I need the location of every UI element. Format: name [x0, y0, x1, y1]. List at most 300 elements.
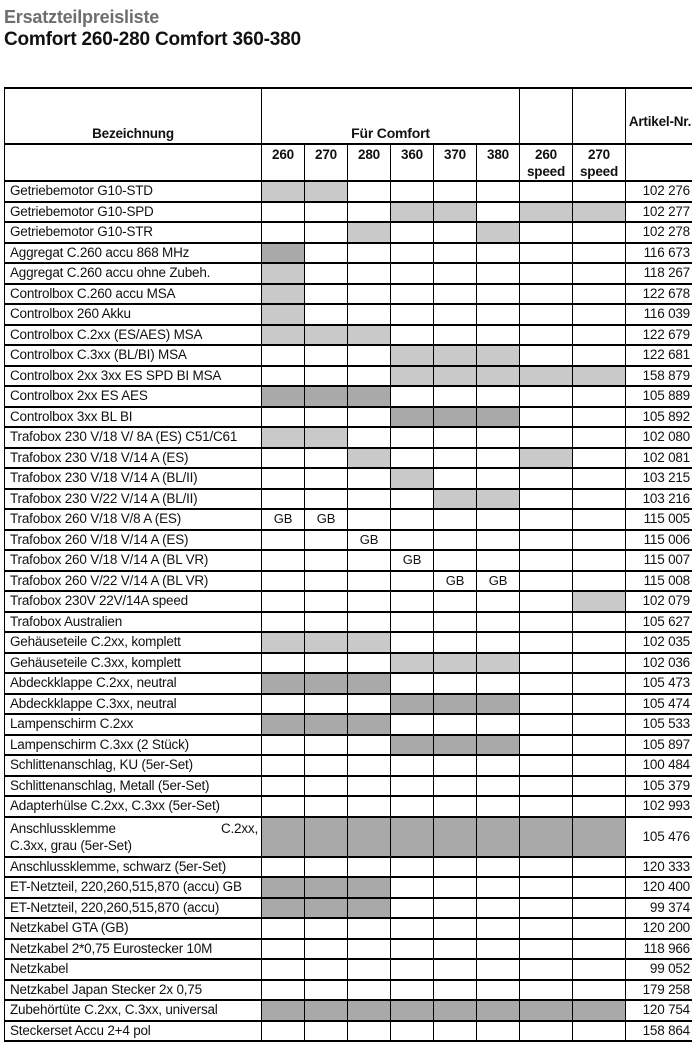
header-spacer-260-speed	[520, 88, 573, 144]
empty-model-cell	[573, 612, 626, 633]
table-row	[5, 181, 692, 202]
table-row	[5, 918, 692, 939]
empty-model-cell	[573, 345, 626, 366]
table-row	[5, 1000, 692, 1021]
part-name: Controlbox C.260 accu MSA	[5, 284, 262, 305]
shaded-model-cell	[573, 591, 626, 612]
empty-model-cell	[305, 959, 348, 980]
header-spacer-270-speed	[573, 88, 626, 144]
empty-model-cell	[477, 386, 520, 407]
artikel-nr: 115 007	[626, 550, 692, 571]
column-header-260: 260	[262, 144, 305, 181]
empty-model-cell	[391, 980, 434, 1001]
empty-model-cell	[348, 796, 391, 817]
shaded-model-cell	[305, 386, 348, 407]
table-row	[5, 714, 692, 735]
empty-model-cell	[348, 489, 391, 510]
artikel-nr: 105 892	[626, 407, 692, 428]
part-name: Trafobox 230 V/18 V/14 A (BL/II)	[5, 468, 262, 489]
empty-model-cell	[573, 263, 626, 284]
shaded-model-cell	[573, 1000, 626, 1021]
column-header-380: 380	[477, 144, 520, 181]
column-header-bezeichnung: Bezeichnung	[5, 88, 262, 144]
empty-model-cell	[477, 776, 520, 797]
empty-model-cell	[348, 304, 391, 325]
empty-model-cell	[573, 877, 626, 898]
price-table-body	[5, 181, 692, 1041]
empty-model-cell	[262, 530, 305, 551]
shaded-model-cell	[348, 1000, 391, 1021]
empty-model-cell	[573, 243, 626, 264]
part-name: Trafobox 230 V/18 V/14 A (ES)	[5, 448, 262, 469]
empty-model-cell	[477, 181, 520, 202]
empty-model-cell	[573, 735, 626, 756]
part-name: Trafobox 230V 22V/14A speed	[5, 591, 262, 612]
empty-model-cell	[305, 407, 348, 428]
empty-model-cell	[477, 243, 520, 264]
empty-model-cell	[573, 857, 626, 878]
part-name: Trafobox 260 V/18 V/14 A (ES)	[5, 530, 262, 551]
shaded-model-cell	[477, 489, 520, 510]
empty-model-cell	[348, 181, 391, 202]
empty-model-cell	[520, 959, 573, 980]
empty-model-cell	[434, 898, 477, 919]
empty-model-cell	[305, 735, 348, 756]
empty-model-cell	[348, 918, 391, 939]
shaded-model-cell	[520, 1000, 573, 1021]
empty-model-cell	[391, 222, 434, 243]
shaded-model-cell	[262, 325, 305, 346]
empty-model-cell	[573, 776, 626, 797]
part-name: Getriebemotor G10-STD	[5, 181, 262, 202]
part-name: Zubehörtüte C.2xx, C.3xx, universal	[5, 1000, 262, 1021]
table-row	[5, 591, 692, 612]
empty-model-cell	[391, 632, 434, 653]
empty-model-cell	[520, 714, 573, 735]
shaded-model-cell	[348, 877, 391, 898]
empty-model-cell	[520, 427, 573, 448]
empty-model-cell	[520, 386, 573, 407]
empty-model-cell	[434, 714, 477, 735]
empty-model-cell	[573, 509, 626, 530]
shaded-model-cell	[391, 653, 434, 674]
part-name: Gehäuseteile C.2xx, komplett	[5, 632, 262, 653]
empty-model-cell	[573, 980, 626, 1001]
shaded-model-cell	[434, 366, 477, 387]
table-row	[5, 817, 692, 857]
table-row	[5, 959, 692, 980]
part-name: Gehäuseteile C.3xx, komplett	[5, 653, 262, 674]
part-name: Schlittenanschlag, Metall (5er-Set)	[5, 776, 262, 797]
empty-model-cell	[262, 959, 305, 980]
empty-model-cell	[391, 959, 434, 980]
empty-model-cell	[262, 755, 305, 776]
empty-model-cell	[262, 222, 305, 243]
table-row	[5, 694, 692, 715]
header-row-models	[5, 144, 692, 181]
empty-model-cell	[391, 181, 434, 202]
empty-model-cell	[262, 448, 305, 469]
shaded-model-cell	[305, 898, 348, 919]
empty-model-cell	[348, 345, 391, 366]
shaded-model-cell	[477, 817, 520, 857]
shaded-model-cell	[262, 427, 305, 448]
empty-model-cell	[391, 427, 434, 448]
empty-model-cell	[348, 427, 391, 448]
empty-model-cell	[305, 304, 348, 325]
table-row	[5, 1021, 692, 1042]
empty-model-cell	[520, 918, 573, 939]
empty-model-cell	[434, 550, 477, 571]
shaded-model-cell	[262, 817, 305, 857]
empty-model-cell	[477, 202, 520, 223]
empty-model-cell	[573, 755, 626, 776]
gb-marker-cell: GB	[434, 571, 477, 592]
empty-model-cell	[573, 694, 626, 715]
shaded-model-cell	[262, 632, 305, 653]
table-row	[5, 550, 692, 571]
empty-model-cell	[477, 468, 520, 489]
empty-model-cell	[391, 877, 434, 898]
empty-model-cell	[434, 980, 477, 1001]
gb-marker-cell: GB	[477, 571, 520, 592]
part-name: Controlbox 2xx ES AES	[5, 386, 262, 407]
shaded-model-cell	[262, 181, 305, 202]
empty-model-cell	[477, 612, 520, 633]
artikel-nr: 102 081	[626, 448, 692, 469]
empty-model-cell	[262, 694, 305, 715]
empty-model-cell	[434, 468, 477, 489]
column-header-270: 270	[305, 144, 348, 181]
artikel-nr: 103 216	[626, 489, 692, 510]
artikel-nr: 103 215	[626, 468, 692, 489]
table-row	[5, 939, 692, 960]
empty-model-cell	[520, 243, 573, 264]
empty-model-cell	[262, 857, 305, 878]
artikel-nr: 102 993	[626, 796, 692, 817]
empty-model-cell	[348, 857, 391, 878]
empty-model-cell	[520, 591, 573, 612]
empty-model-cell	[262, 345, 305, 366]
empty-model-cell	[520, 735, 573, 756]
part-name: Getriebemotor G10-SPD	[5, 202, 262, 223]
empty-model-cell	[305, 448, 348, 469]
artikel-nr: 118 966	[626, 939, 692, 960]
shaded-model-cell	[262, 673, 305, 694]
empty-model-cell	[434, 386, 477, 407]
empty-model-cell	[520, 571, 573, 592]
empty-model-cell	[348, 550, 391, 571]
empty-model-cell	[348, 202, 391, 223]
empty-model-cell	[391, 509, 434, 530]
empty-model-cell	[305, 939, 348, 960]
table-row	[5, 530, 692, 551]
shaded-model-cell	[305, 877, 348, 898]
empty-model-cell	[520, 694, 573, 715]
empty-model-cell	[391, 796, 434, 817]
empty-model-cell	[520, 939, 573, 960]
empty-model-cell	[477, 550, 520, 571]
artikel-nr: 105 533	[626, 714, 692, 735]
empty-model-cell	[573, 530, 626, 551]
empty-model-cell	[520, 877, 573, 898]
empty-model-cell	[348, 509, 391, 530]
empty-model-cell	[262, 980, 305, 1001]
artikel-nr: 102 036	[626, 653, 692, 674]
table-row	[5, 776, 692, 797]
artikel-nr: 122 681	[626, 345, 692, 366]
empty-model-cell	[573, 304, 626, 325]
empty-model-cell	[573, 571, 626, 592]
empty-model-cell	[305, 918, 348, 939]
empty-model-cell	[520, 468, 573, 489]
empty-model-cell	[573, 653, 626, 674]
part-name: Anschlussklemme, schwarz (5er-Set)	[5, 857, 262, 878]
empty-model-cell	[434, 427, 477, 448]
part-name: Trafobox 230 V/22 V/14 A (BL/II)	[5, 489, 262, 510]
empty-model-cell	[434, 591, 477, 612]
table-row	[5, 448, 692, 469]
part-name	[5, 817, 262, 857]
empty-model-cell	[477, 673, 520, 694]
empty-model-cell	[434, 877, 477, 898]
empty-model-cell	[434, 243, 477, 264]
empty-model-cell	[348, 243, 391, 264]
artikel-nr: 120 333	[626, 857, 692, 878]
empty-model-cell	[262, 653, 305, 674]
empty-model-cell	[477, 427, 520, 448]
shaded-model-cell	[262, 877, 305, 898]
table-row	[5, 612, 692, 633]
part-name: Controlbox C.2xx (ES/AES) MSA	[5, 325, 262, 346]
empty-model-cell	[434, 612, 477, 633]
table-row	[5, 877, 692, 898]
shaded-model-cell	[305, 181, 348, 202]
artikel-nr: 102 277	[626, 202, 692, 223]
empty-model-cell	[391, 776, 434, 797]
empty-model-cell	[348, 571, 391, 592]
shaded-model-cell	[262, 243, 305, 264]
price-table	[4, 87, 692, 1042]
empty-model-cell	[391, 673, 434, 694]
empty-model-cell	[391, 612, 434, 633]
empty-model-cell	[262, 796, 305, 817]
empty-model-cell	[391, 857, 434, 878]
table-row	[5, 735, 692, 756]
empty-model-cell	[434, 673, 477, 694]
empty-model-cell	[391, 918, 434, 939]
empty-model-cell	[305, 530, 348, 551]
empty-model-cell	[477, 448, 520, 469]
empty-model-cell	[262, 468, 305, 489]
shaded-model-cell	[573, 817, 626, 857]
artikel-nr: 115 008	[626, 571, 692, 592]
gb-marker-cell: GB	[305, 509, 348, 530]
empty-model-cell	[348, 366, 391, 387]
artikel-nr: 105 627	[626, 612, 692, 633]
empty-model-cell	[520, 673, 573, 694]
artikel-nr: 179 258	[626, 980, 692, 1001]
empty-model-cell	[305, 489, 348, 510]
empty-model-cell	[305, 284, 348, 305]
part-name: Aggregat C.260 accu 868 MHz	[5, 243, 262, 264]
empty-model-cell	[262, 407, 305, 428]
empty-model-cell	[391, 284, 434, 305]
empty-model-cell	[477, 263, 520, 284]
empty-model-cell	[262, 550, 305, 571]
empty-model-cell	[305, 591, 348, 612]
artikel-nr: 122 679	[626, 325, 692, 346]
artikel-nr: 120 754	[626, 1000, 692, 1021]
shaded-model-cell	[477, 1000, 520, 1021]
empty-model-cell	[520, 1021, 573, 1042]
artikel-nr: 100 484	[626, 755, 692, 776]
shaded-model-cell	[520, 366, 573, 387]
empty-model-cell	[434, 181, 477, 202]
empty-model-cell	[434, 918, 477, 939]
shaded-model-cell	[520, 817, 573, 857]
empty-model-cell	[573, 468, 626, 489]
empty-model-cell	[520, 284, 573, 305]
artikel-nr: 102 079	[626, 591, 692, 612]
empty-model-cell	[477, 918, 520, 939]
empty-model-cell	[262, 571, 305, 592]
column-header-360: 360	[391, 144, 434, 181]
artikel-nr: 105 897	[626, 735, 692, 756]
empty-model-cell	[262, 202, 305, 223]
empty-model-cell	[477, 796, 520, 817]
shaded-model-cell	[305, 427, 348, 448]
empty-model-cell	[434, 325, 477, 346]
part-name: Controlbox 260 Akku	[5, 304, 262, 325]
empty-model-cell	[348, 407, 391, 428]
artikel-nr: 120 200	[626, 918, 692, 939]
empty-model-cell	[520, 653, 573, 674]
empty-model-cell	[348, 1021, 391, 1042]
artikel-nr: 102 080	[626, 427, 692, 448]
part-name: Abdeckklappe C.3xx, neutral	[5, 694, 262, 715]
column-group-fuer-comfort: Für Comfort	[262, 88, 520, 144]
empty-model-cell	[477, 714, 520, 735]
table-row	[5, 222, 692, 243]
shaded-model-cell	[348, 714, 391, 735]
empty-model-cell	[520, 796, 573, 817]
empty-model-cell	[305, 776, 348, 797]
table-row	[5, 407, 692, 428]
part-name: Netzkabel Japan Stecker 2x 0,75	[5, 980, 262, 1001]
part-name: Abdeckklappe C.2xx, neutral	[5, 673, 262, 694]
empty-model-cell	[305, 571, 348, 592]
empty-model-cell	[434, 776, 477, 797]
shaded-model-cell	[434, 407, 477, 428]
empty-model-cell	[262, 489, 305, 510]
empty-model-cell	[520, 222, 573, 243]
shaded-model-cell	[348, 817, 391, 857]
empty-model-cell	[520, 755, 573, 776]
shaded-model-cell	[434, 817, 477, 857]
gb-marker-cell: GB	[391, 550, 434, 571]
empty-model-cell	[477, 877, 520, 898]
empty-model-cell	[520, 857, 573, 878]
empty-model-cell	[477, 530, 520, 551]
part-name: Netzkabel	[5, 959, 262, 980]
empty-model-cell	[262, 366, 305, 387]
empty-model-cell	[434, 796, 477, 817]
part-name: ET-Netzteil, 220,260,515,870 (accu)	[5, 898, 262, 919]
table-row	[5, 980, 692, 1001]
empty-model-cell	[305, 345, 348, 366]
shaded-model-cell	[305, 714, 348, 735]
empty-model-cell	[305, 653, 348, 674]
empty-model-cell	[391, 714, 434, 735]
empty-model-cell	[391, 304, 434, 325]
shaded-model-cell	[391, 694, 434, 715]
empty-model-cell	[573, 673, 626, 694]
empty-model-cell	[348, 591, 391, 612]
artikel-nr: 115 005	[626, 509, 692, 530]
empty-model-cell	[477, 509, 520, 530]
shaded-model-cell	[262, 263, 305, 284]
empty-model-cell	[573, 427, 626, 448]
empty-model-cell	[520, 776, 573, 797]
shaded-model-cell	[573, 366, 626, 387]
empty-model-cell	[305, 694, 348, 715]
shaded-model-cell	[348, 325, 391, 346]
artikel-nr: 105 889	[626, 386, 692, 407]
empty-model-cell	[262, 939, 305, 960]
empty-model-cell	[520, 489, 573, 510]
table-row	[5, 632, 692, 653]
empty-model-cell	[262, 776, 305, 797]
column-header-260-speed: 260 speed	[520, 144, 573, 181]
shaded-model-cell	[520, 202, 573, 223]
empty-model-cell	[477, 755, 520, 776]
empty-model-cell	[434, 632, 477, 653]
table-row	[5, 653, 692, 674]
empty-model-cell	[573, 489, 626, 510]
shaded-model-cell	[434, 735, 477, 756]
artikel-nr: 158 879	[626, 366, 692, 387]
empty-model-cell	[520, 407, 573, 428]
gb-marker-cell: GB	[348, 530, 391, 551]
empty-model-cell	[434, 304, 477, 325]
header-spacer-artikel	[626, 144, 692, 181]
empty-model-cell	[434, 448, 477, 469]
shaded-model-cell	[477, 366, 520, 387]
table-row	[5, 796, 692, 817]
part-name: Netzkabel GTA (GB)	[5, 918, 262, 939]
table-row	[5, 366, 692, 387]
empty-model-cell	[262, 612, 305, 633]
empty-model-cell	[391, 898, 434, 919]
artikel-nr: 120 400	[626, 877, 692, 898]
artikel-nr: 105 474	[626, 694, 692, 715]
page-title: Ersatzteilpreisliste	[4, 6, 692, 28]
empty-model-cell	[305, 263, 348, 284]
empty-model-cell	[434, 530, 477, 551]
empty-model-cell	[573, 222, 626, 243]
shaded-model-cell	[391, 345, 434, 366]
empty-model-cell	[573, 632, 626, 653]
empty-model-cell	[305, 243, 348, 264]
artikel-nr: 102 035	[626, 632, 692, 653]
table-row	[5, 263, 692, 284]
empty-model-cell	[434, 222, 477, 243]
table-row	[5, 857, 692, 878]
shaded-model-cell	[305, 1000, 348, 1021]
artikel-nr: 158 864	[626, 1021, 692, 1042]
empty-model-cell	[520, 898, 573, 919]
